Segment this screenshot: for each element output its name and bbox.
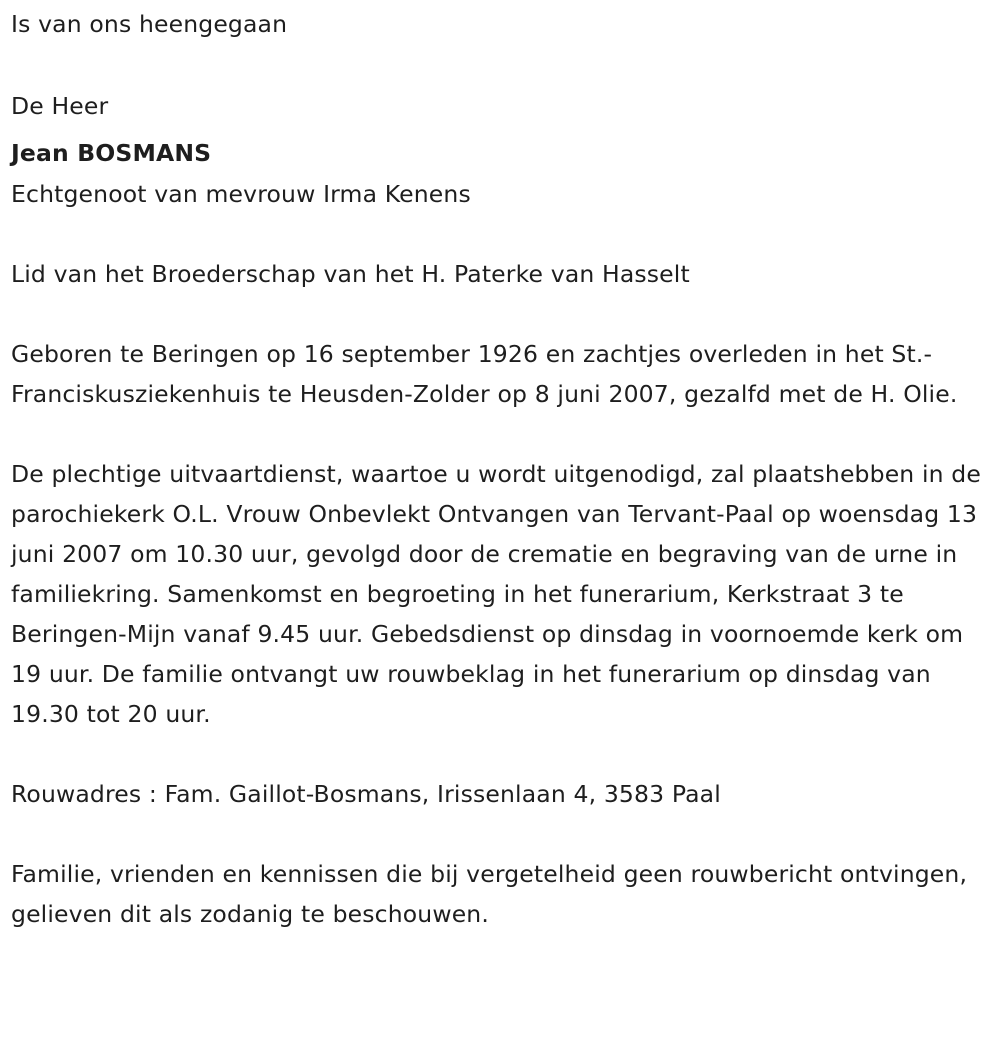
deceased-name: Jean BOSMANS (11, 139, 212, 167)
honorific: De Heer (11, 92, 109, 120)
intro-text: Is van ons heengegaan (11, 10, 288, 38)
spacer (11, 214, 986, 254)
spouse-text: Echtgenoot van mevrouw Irma Kenens (11, 180, 471, 208)
membership-text: Lid van het Broederschap van het H. Paterke van Hasselt (11, 260, 690, 288)
funeral-text: De plechtige uitvaartdienst, waartoe u wordt uitgenodigd, zal plaatshebben in de parochiekerk O.L. Vrouw Onbevlekt Ontvangen van Tervant-Paal op woensdag 13 juni 2007 om 10.30 uur, gevolgd door de crematie en begraving van de urne in familiekring. Samenkomst en begroeting in het funerarium, Kerkstraat 3 te Beringen-Mijn vanaf 9.45 uur. Gebedsdienst op dinsdag in voornoemde kerk om 19 uur. De familie ontvangt uw rouwbeklag in het funerarium op dinsdag van 19.30 tot 20 uur. (11, 460, 981, 728)
spacer (11, 44, 986, 84)
closing-text: Familie, vrienden en kennissen die bij vergetelheid geen rouwbericht ontvingen, gelieven dit als zodanig te beschouwen. (11, 860, 968, 928)
spacer (11, 814, 986, 854)
spacer (11, 414, 986, 454)
death-notice (11, 4, 986, 934)
birth-death-text: Geboren te Beringen op 16 september 1926 en zachtjes overleden in het St.-Franciskusziekenhuis te Heusden-Zolder op 8 juni 2007, gezalfd met de H. Olie. (11, 340, 958, 408)
spacer (11, 294, 986, 334)
spacer (11, 734, 986, 774)
mourning-address: Rouwadres : Fam. Gaillot-Bosmans, Irissenlaan 4, 3583 Paal (11, 780, 721, 808)
